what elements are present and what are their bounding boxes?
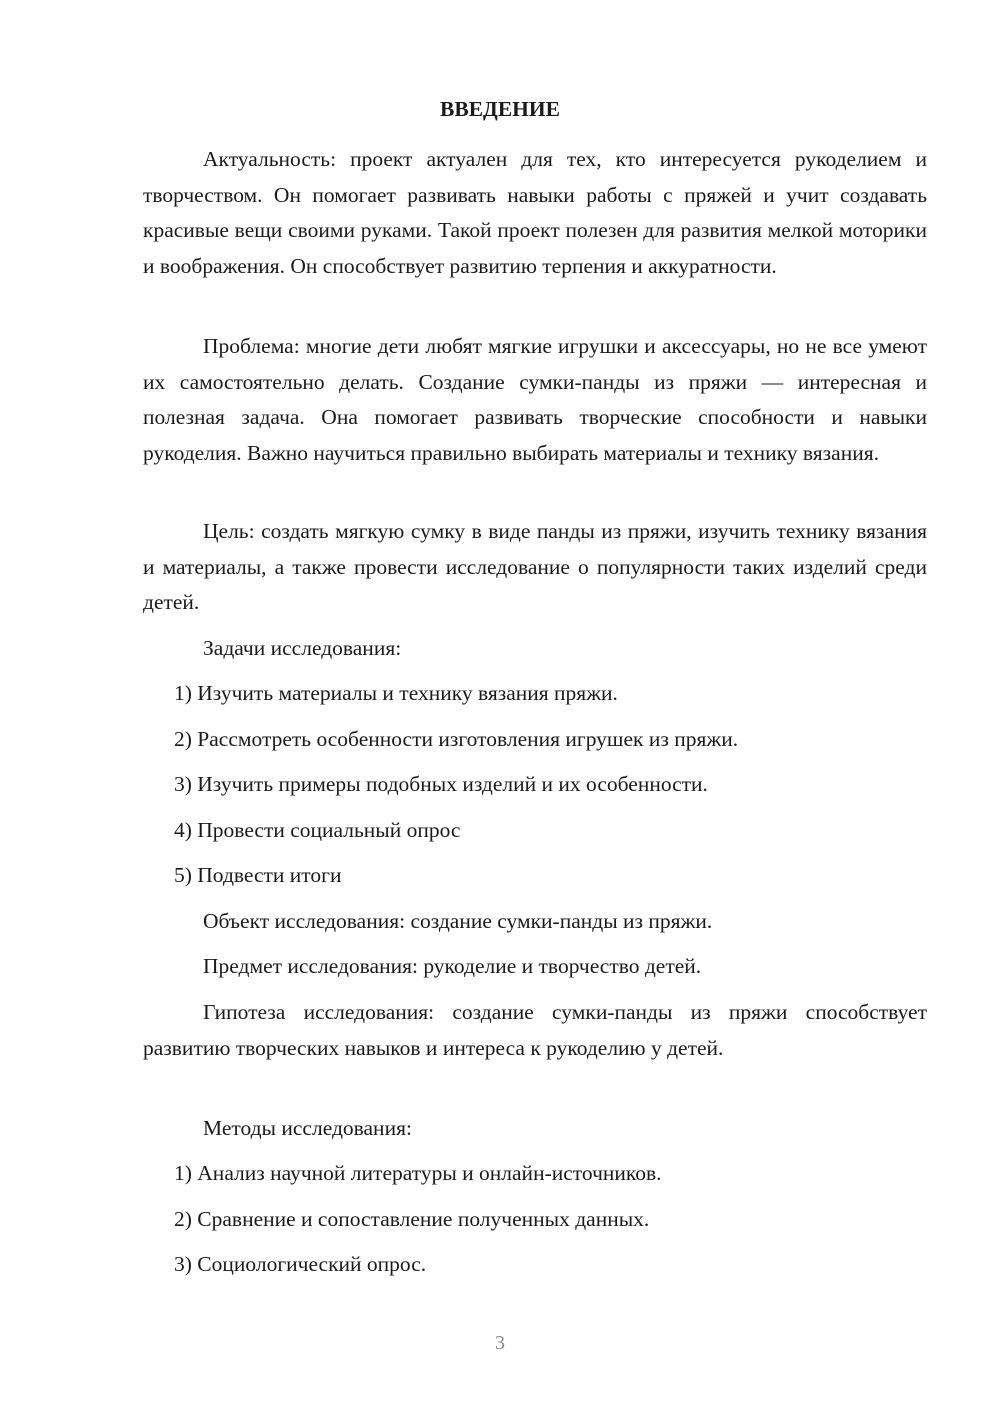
task-item-2: 2) Рассмотреть особенности изготовления игрушек из пряжи.	[174, 727, 739, 751]
problem-paragraph: Проблема: многие дети любят мягкие игрушки и аксессуары, но не все умеют их самостоятельно делать. Создание сумки-панды из пряжи — интересная и полезная задача. Она помогает развивать творческие способности и навыки рукоделия. Важно научиться правильно выбирать материалы и технику вязания.	[143, 334, 927, 465]
method-item-1: 1) Анализ научной литературы и онлайн-источников.	[174, 1161, 662, 1185]
method-item-3: 3) Социологический опрос.	[174, 1252, 427, 1276]
methods-heading: Методы исследования:	[203, 1116, 412, 1140]
tasks-heading: Задачи исследования:	[203, 636, 402, 660]
goal-paragraph: Цель: создать мягкую сумку в виде панды из пряжи, изучить технику вязания и материалы, а также провести исследование о популярности таких изделий среди детей.	[143, 519, 927, 614]
task-item-1: 1) Изучить материалы и технику вязания пряжи.	[174, 681, 618, 705]
relevance-paragraph: Актуальность: проект актуален для тех, кто интересуется рукоделием и творчеством. Он помогает развивать навыки работы с пряжей и учит создавать красивые вещи своими руками. Такой проект полезен для развития мелкой моторики и воображения. Он способствует развитию терпения и аккуратности.	[143, 147, 927, 278]
task-item-3: 3) Изучить примеры подобных изделий и их особенности.	[174, 772, 708, 796]
page-title: ВВЕДЕНИЕ	[440, 97, 560, 121]
task-item-4: 4) Провести социальный опрос	[174, 818, 461, 842]
object-paragraph: Объект исследования: создание сумки-панды из пряжи.	[203, 909, 713, 933]
method-item-2: 2) Сравнение и сопоставление полученных данных.	[174, 1207, 650, 1231]
page-number: 3	[495, 1332, 505, 1354]
task-item-5: 5) Подвести итоги	[174, 863, 342, 887]
subject-paragraph: Предмет исследования: рукоделие и творчество детей.	[203, 954, 702, 978]
hypothesis-paragraph: Гипотеза исследования: создание сумки-панды из пряжи способствует развитию творческих навыков и интереса к рукоделию у детей.	[143, 1000, 927, 1060]
